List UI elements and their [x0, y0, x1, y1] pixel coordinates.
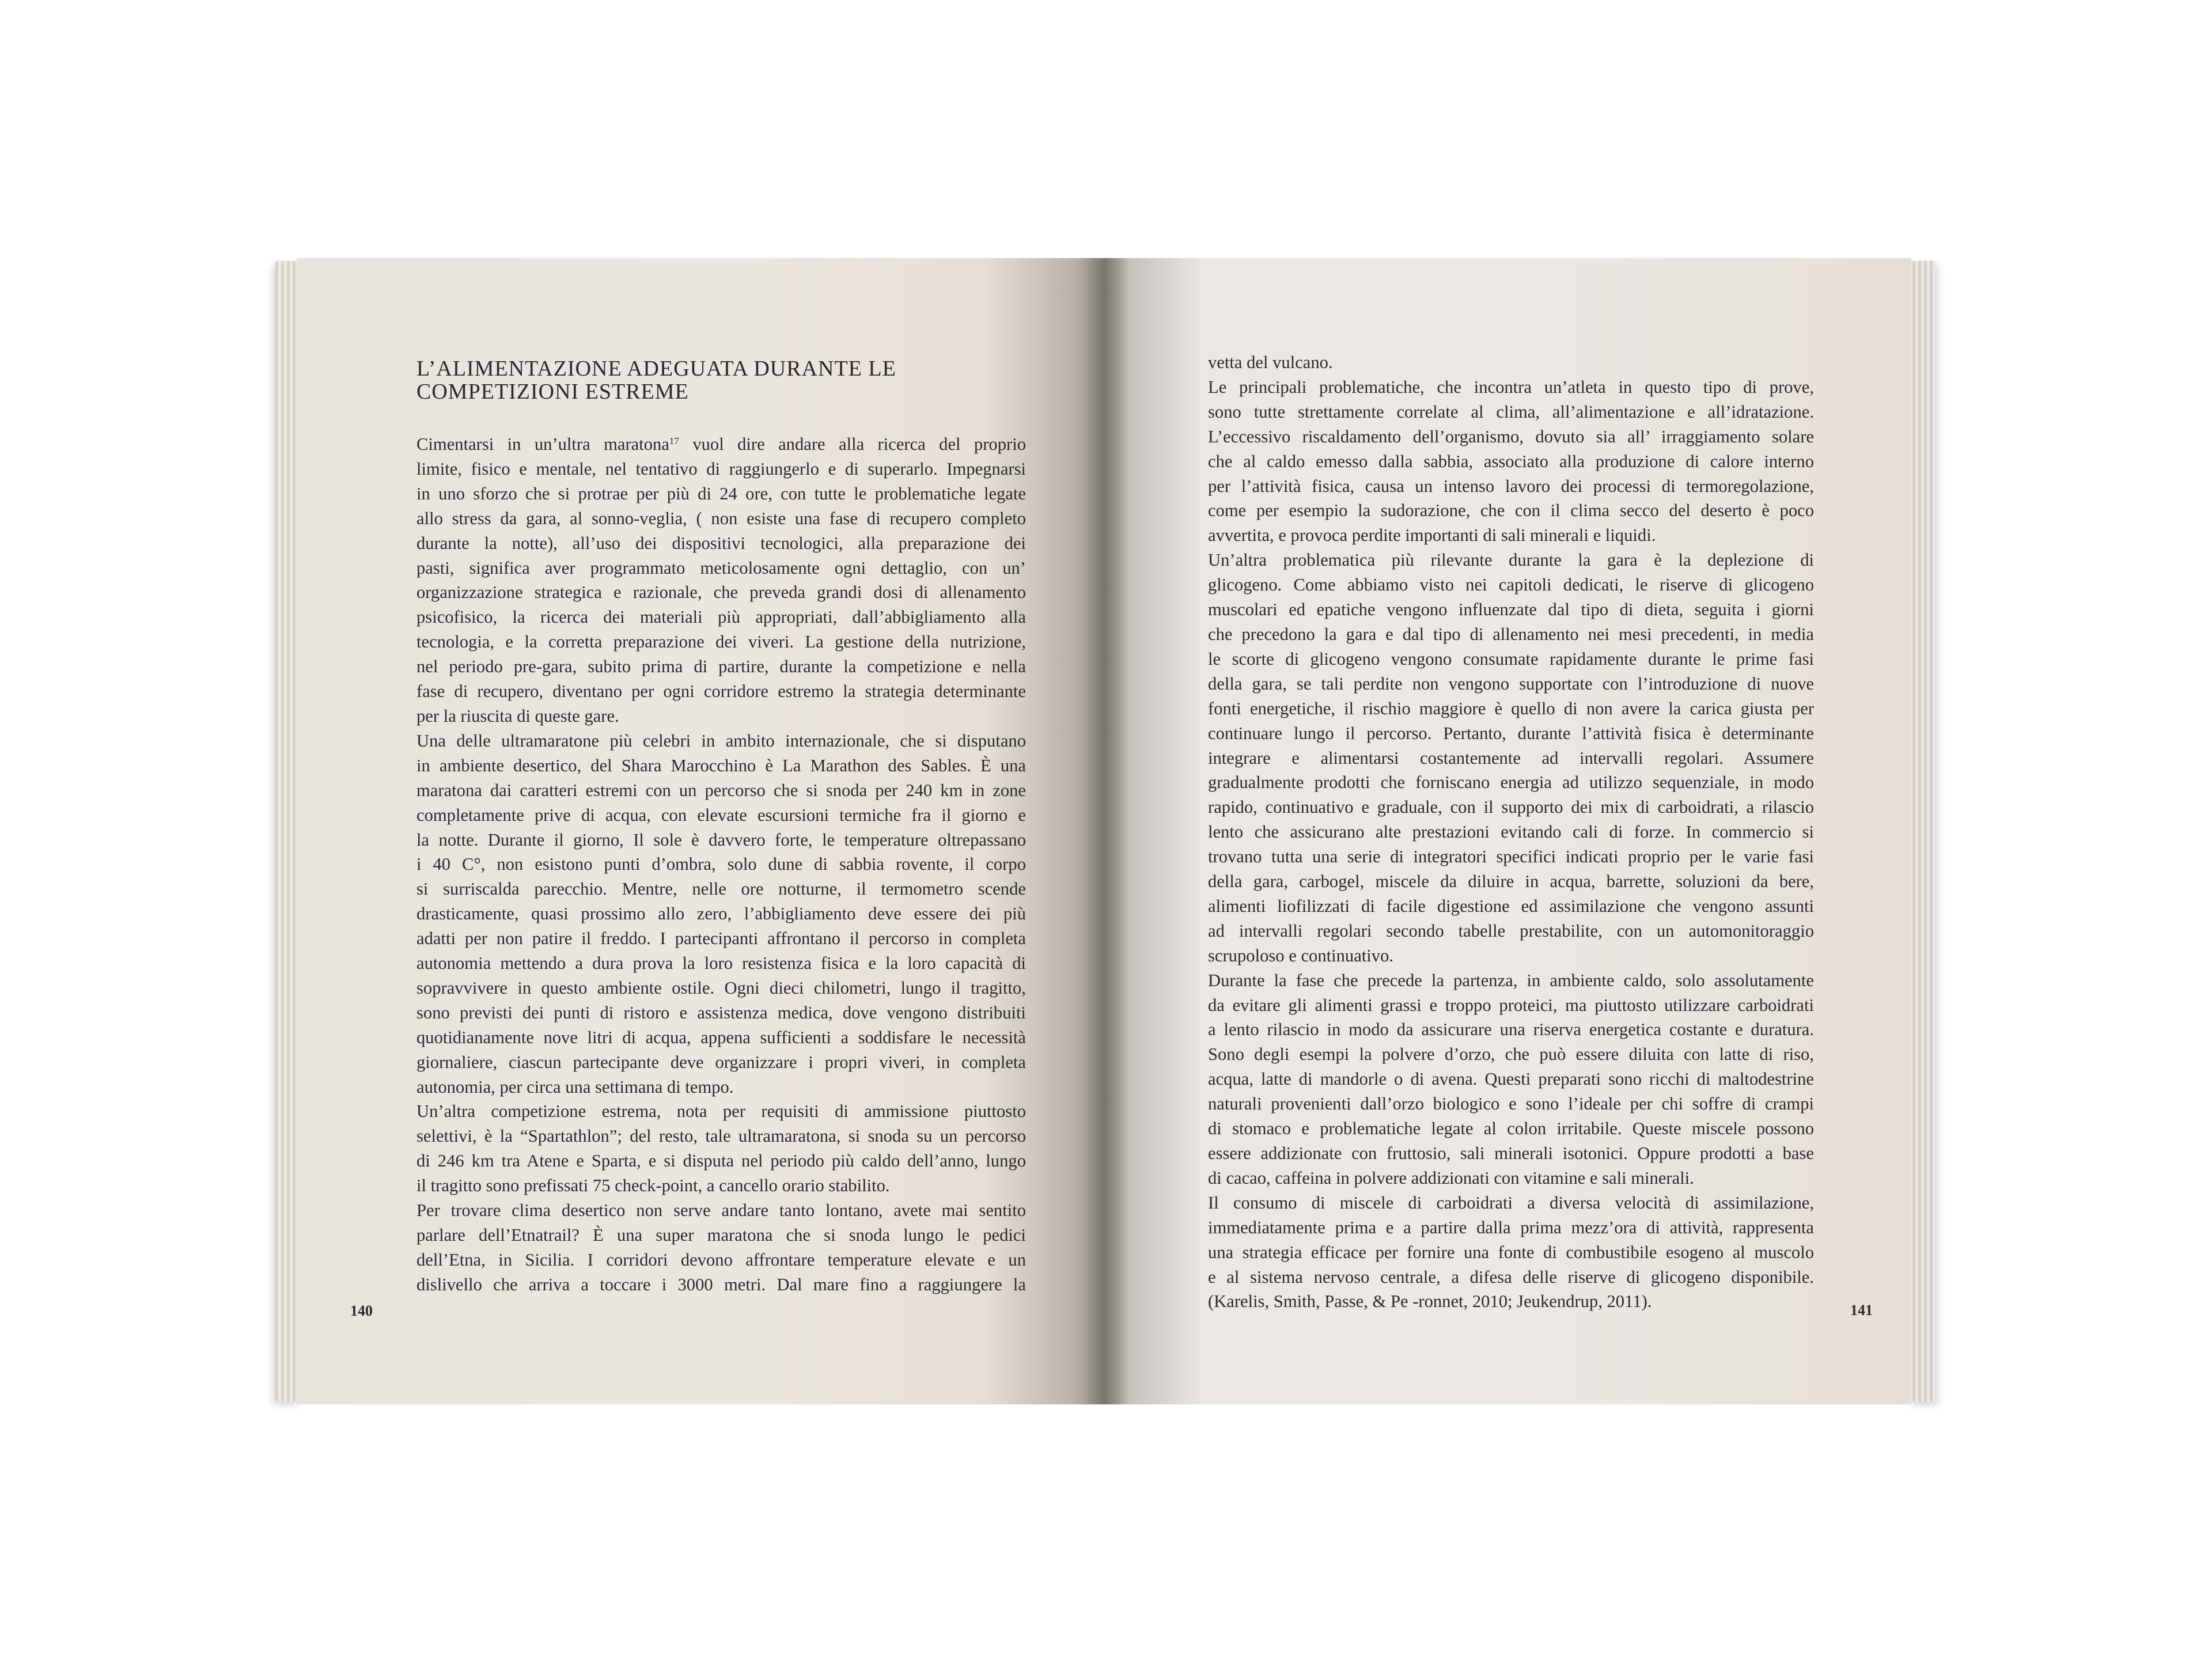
- body-line: sono previsti dei punti di ristoro e assistenza medica, dove vengono distribuiti: [416, 1002, 1026, 1022]
- body-line: essere addizionate con fruttosio, sali minerali isotonici. Oppure prodotti a base: [1208, 1143, 1814, 1163]
- body-line: dell’Etna, in Sicilia. I corridori devono affrontare temperature elevate e un: [416, 1249, 1026, 1270]
- body-line: vetta del vulcano.: [1208, 353, 1333, 372]
- body-line: Una delle ultramaratone più celebri in ambito internazionale, che si disputano: [416, 730, 1026, 751]
- body-line: di cacao, caffeina in polvere addizionati con vitamine e sali minerali.: [1208, 1168, 1694, 1188]
- body-line: durante la notte), all’uso dei dispositivi tecnologici, alla preparazione dei: [416, 533, 1026, 553]
- body-line: muscolari ed epatiche vengono influenzate dal tipo di dieta, seguita i giorni: [1208, 600, 1814, 620]
- chapter-heading: [416, 357, 993, 403]
- body-line: di 246 km tra Atene e Sparta, e si disputa nel periodo più caldo dell’anno, lungo: [416, 1151, 1026, 1171]
- body-line: fase di recupero, diventano per ogni corridore estremo la strategia determinante: [416, 681, 1026, 702]
- body-line: Il consumo di miscele di carboidrati a diversa velocità di assimilazione,: [1208, 1192, 1814, 1213]
- body-line: Durante la fase che precede la partenza, in ambiente caldo, solo assolutamente: [1208, 970, 1814, 990]
- body-line: per l’attività fisica, causa un intenso lavoro dei processi di termoregolazione,: [1208, 476, 1814, 496]
- body-line: le scorte di glicogeno vengono consumate rapidamente durante le prime fasi: [1208, 649, 1814, 669]
- body-line: gradualmente prodotti che forniscano energia ad utilizzo sequenziale, in modo: [1208, 772, 1814, 793]
- body-line: rapido, continuativo e graduale, con il supporto dei mix di carboidrati, a rilascio: [1208, 797, 1814, 817]
- body-line: quotidianamente nove litri di acqua, appena sufficienti a soddisfare le necessità: [416, 1027, 1026, 1047]
- body-line: pasti, significa aver programmato meticolosamente ogni dettaglio, con un’: [416, 558, 1026, 578]
- body-line: da evitare gli alimenti grassi e troppo proteici, ma piuttosto utilizzare carboidrati: [1208, 995, 1814, 1015]
- body-line: in uno sforzo che si protrae per più di 24 ore, con tutte le problematiche legate: [416, 483, 1026, 503]
- body-line: una strategia efficace per fornire una fonte di combustibile esogeno al muscolo: [1208, 1242, 1814, 1262]
- body-line: della gara, se tali perdite non vengono supportate con l’introduzione di nuove: [1208, 673, 1814, 694]
- body-line: ad intervalli regolari secondo tabelle prestabilite, con un automonitoraggio: [1208, 921, 1814, 941]
- right-page-body: [1208, 350, 1814, 1314]
- body-line: acqua, latte di mandorle o di avena. Questi preparati sono ricchi di maltodestrine: [1208, 1069, 1814, 1089]
- body-line: della gara, carbogel, miscele da diluire in acqua, barrette, soluzioni da bere,: [1208, 872, 1814, 892]
- body-line: selettivi, è la “Spartathlon”; del resto, tale ultramaratona, si snoda su un percorso: [416, 1126, 1026, 1146]
- right-page-edges: [1910, 261, 1936, 1402]
- body-line: giornaliere, ciascun partecipante deve organizzare i propri viveri, in completa: [416, 1052, 1026, 1072]
- body-line: nel periodo pre-gara, subito prima di partire, durante la competizione e nella: [416, 657, 1026, 677]
- body-line: glicogeno. Come abbiamo visto nei capitoli dedicati, le riserve di glicogeno: [1208, 575, 1814, 595]
- body-line: dislivello che arriva a toccare i 3000 metri. Dal mare fino a raggiungere la: [416, 1274, 1026, 1294]
- heading-line-1: L’ALIMENTAZIONE ADEGUATA DURANTE LE: [416, 357, 896, 381]
- body-line: continuare lungo il percorso. Pertanto, durante l’attività fisica è determinante: [1208, 723, 1814, 743]
- heading-line-2: COMPETIZIONI ESTREME: [416, 380, 689, 404]
- body-line: immediatamente prima e a partire dalla prima mezz’ora di attività, rappresenta: [1208, 1217, 1814, 1237]
- body-line: autonomia mettendo a dura prova la loro resistenza fisica e la loro capacità di: [416, 953, 1026, 974]
- body-line: il tragitto sono prefissati 75 check-point, a cancello orario stabilito.: [416, 1176, 890, 1196]
- body-line: di stomaco e problematiche legate al colon irritabile. Queste miscele possono: [1208, 1119, 1814, 1139]
- body-line: psicofisico, la ricerca dei materiali più appropriati, dall’abbigliamento alla: [416, 607, 1026, 627]
- body-line: trovano tutta una serie di integratori specifici indicati proprio per le varie fasi: [1208, 847, 1814, 867]
- body-line: sono tutte strettamente correlate al clima, all’alimentazione e all’idratazione.: [1208, 402, 1814, 422]
- body-line: avvertita, e provoca perdite importanti di sali minerali e liquidi.: [1208, 525, 1656, 546]
- left-page: [297, 258, 1106, 1404]
- body-line: allo stress da gara, al sonno-veglia, ( non esiste una fase di recupero completo: [416, 508, 1026, 528]
- footnote-reference: 17: [669, 435, 679, 446]
- body-line: lento che assicurano alte prestazioni evitando cali di forze. In commercio si: [1208, 822, 1814, 842]
- body-line: si surriscalda parecchio. Mentre, nelle ore notturne, il termometro scende: [416, 879, 1026, 899]
- body-line: Un’altra problematica più rilevante durante la gara è la deplezione di: [1208, 550, 1814, 570]
- body-line: autonomia, per circa una settimana di tempo.: [416, 1077, 734, 1097]
- body-line: la notte. Durante il giorno, Il sole è davvero forte, le temperature oltrepassano: [416, 830, 1026, 850]
- body-line: Le principali problematiche, che incontra un’atleta in questo tipo di prove,: [1208, 377, 1814, 397]
- body-line: Sono degli esempi la polvere d’orzo, che può essere diluita con latte di riso,: [1208, 1044, 1814, 1065]
- body-line: sopravvivere in questo ambiente ostile. Ogni dieci chilometri, lungo il tragitto,: [416, 978, 1026, 998]
- body-line: maratona dai caratteri estremi con un percorso che si snoda per 240 km in zone: [416, 780, 1026, 800]
- page-number-right: 141: [1850, 1302, 1873, 1319]
- left-page-body: [416, 432, 1026, 1297]
- body-line: che precedono la gara e dal tipo di allenamento nei mesi precedenti, in media: [1208, 624, 1814, 644]
- body-line: (Karelis, Smith, Passe, & Pe -ronnet, 2010; Jeukendrup, 2011).: [1208, 1291, 1652, 1312]
- right-page: [1106, 258, 1911, 1404]
- body-line: adatti per non patire il freddo. I partecipanti affrontano il percorso in completa: [416, 929, 1026, 949]
- body-line: a lento rilascio in modo da assicurare una riserva energetica costante e duratura.: [1208, 1020, 1814, 1040]
- body-line: scrupoloso e continuativo.: [1208, 945, 1394, 965]
- body-line: completamente prive di acqua, con elevate escursioni termiche fra il giorno e: [416, 805, 1026, 825]
- body-line: e al sistema nervoso centrale, a difesa delle riserve di glicogeno disponibile.: [1208, 1267, 1814, 1287]
- body-line: alimenti liofilizzati di facile digestione ed assimilazione che vengono assunti: [1208, 896, 1814, 916]
- body-line: parlare dell’Etnatrail? È una super maratona che si snoda lungo le pedici: [416, 1225, 1026, 1245]
- body-line: in ambiente desertico, del Shara Marocchino è La Marathon des Sables. È una: [416, 755, 1026, 775]
- body-line: drasticamente, quasi prossimo allo zero, l’abbigliamento deve essere dei più: [416, 904, 1026, 924]
- body-line: integrare e alimentarsi costantemente ad intervalli regolari. Assumere: [1208, 748, 1814, 768]
- body-line: tecnologia, e la corretta preparazione dei viveri. La gestione della nutrizione,: [416, 632, 1026, 652]
- body-line: Cimentarsi in un’ultra maratona$^{17}$ vuol dire andare alla ricerca del proprio: [416, 434, 1026, 454]
- body-line: Un’altra competizione estrema, nota per requisiti di ammissione piuttosto: [416, 1101, 1026, 1122]
- body-line: limite, fisico e mentale, nel tentativo di raggiungerlo e di superarlo. Impegnarsi: [416, 459, 1026, 479]
- body-line: organizzazione strategica e razionale, che preveda grandi dosi di allenamento: [416, 582, 1026, 603]
- body-line: L’eccessivo riscaldamento dell’organismo, dovuto sia all’ irraggiamento solare: [1208, 426, 1814, 446]
- body-line: fonti energetiche, il rischio maggiore è quello di non avere la carica giusta per: [1208, 698, 1814, 718]
- body-line: che al caldo emesso dalla sabbia, associato alla produzione di calore interno: [1208, 451, 1814, 471]
- body-line: i 40 C°, non esistono punti d’ombra, solo dune di sabbia rovente, il corpo: [416, 854, 1026, 874]
- body-line: per la riuscita di queste gare.: [416, 706, 619, 726]
- page-number-left: 140: [350, 1302, 373, 1319]
- body-line: come per esempio la sudorazione, che con il clima secco del deserto è poco: [1208, 501, 1814, 521]
- left-page-edges: [275, 261, 300, 1402]
- body-line: Per trovare clima desertico non serve andare tanto lontano, avete mai sentito: [416, 1200, 1026, 1221]
- body-line: naturali provenienti dall’orzo biologico e sono l’ideale per chi soffre di crampi: [1208, 1094, 1814, 1114]
